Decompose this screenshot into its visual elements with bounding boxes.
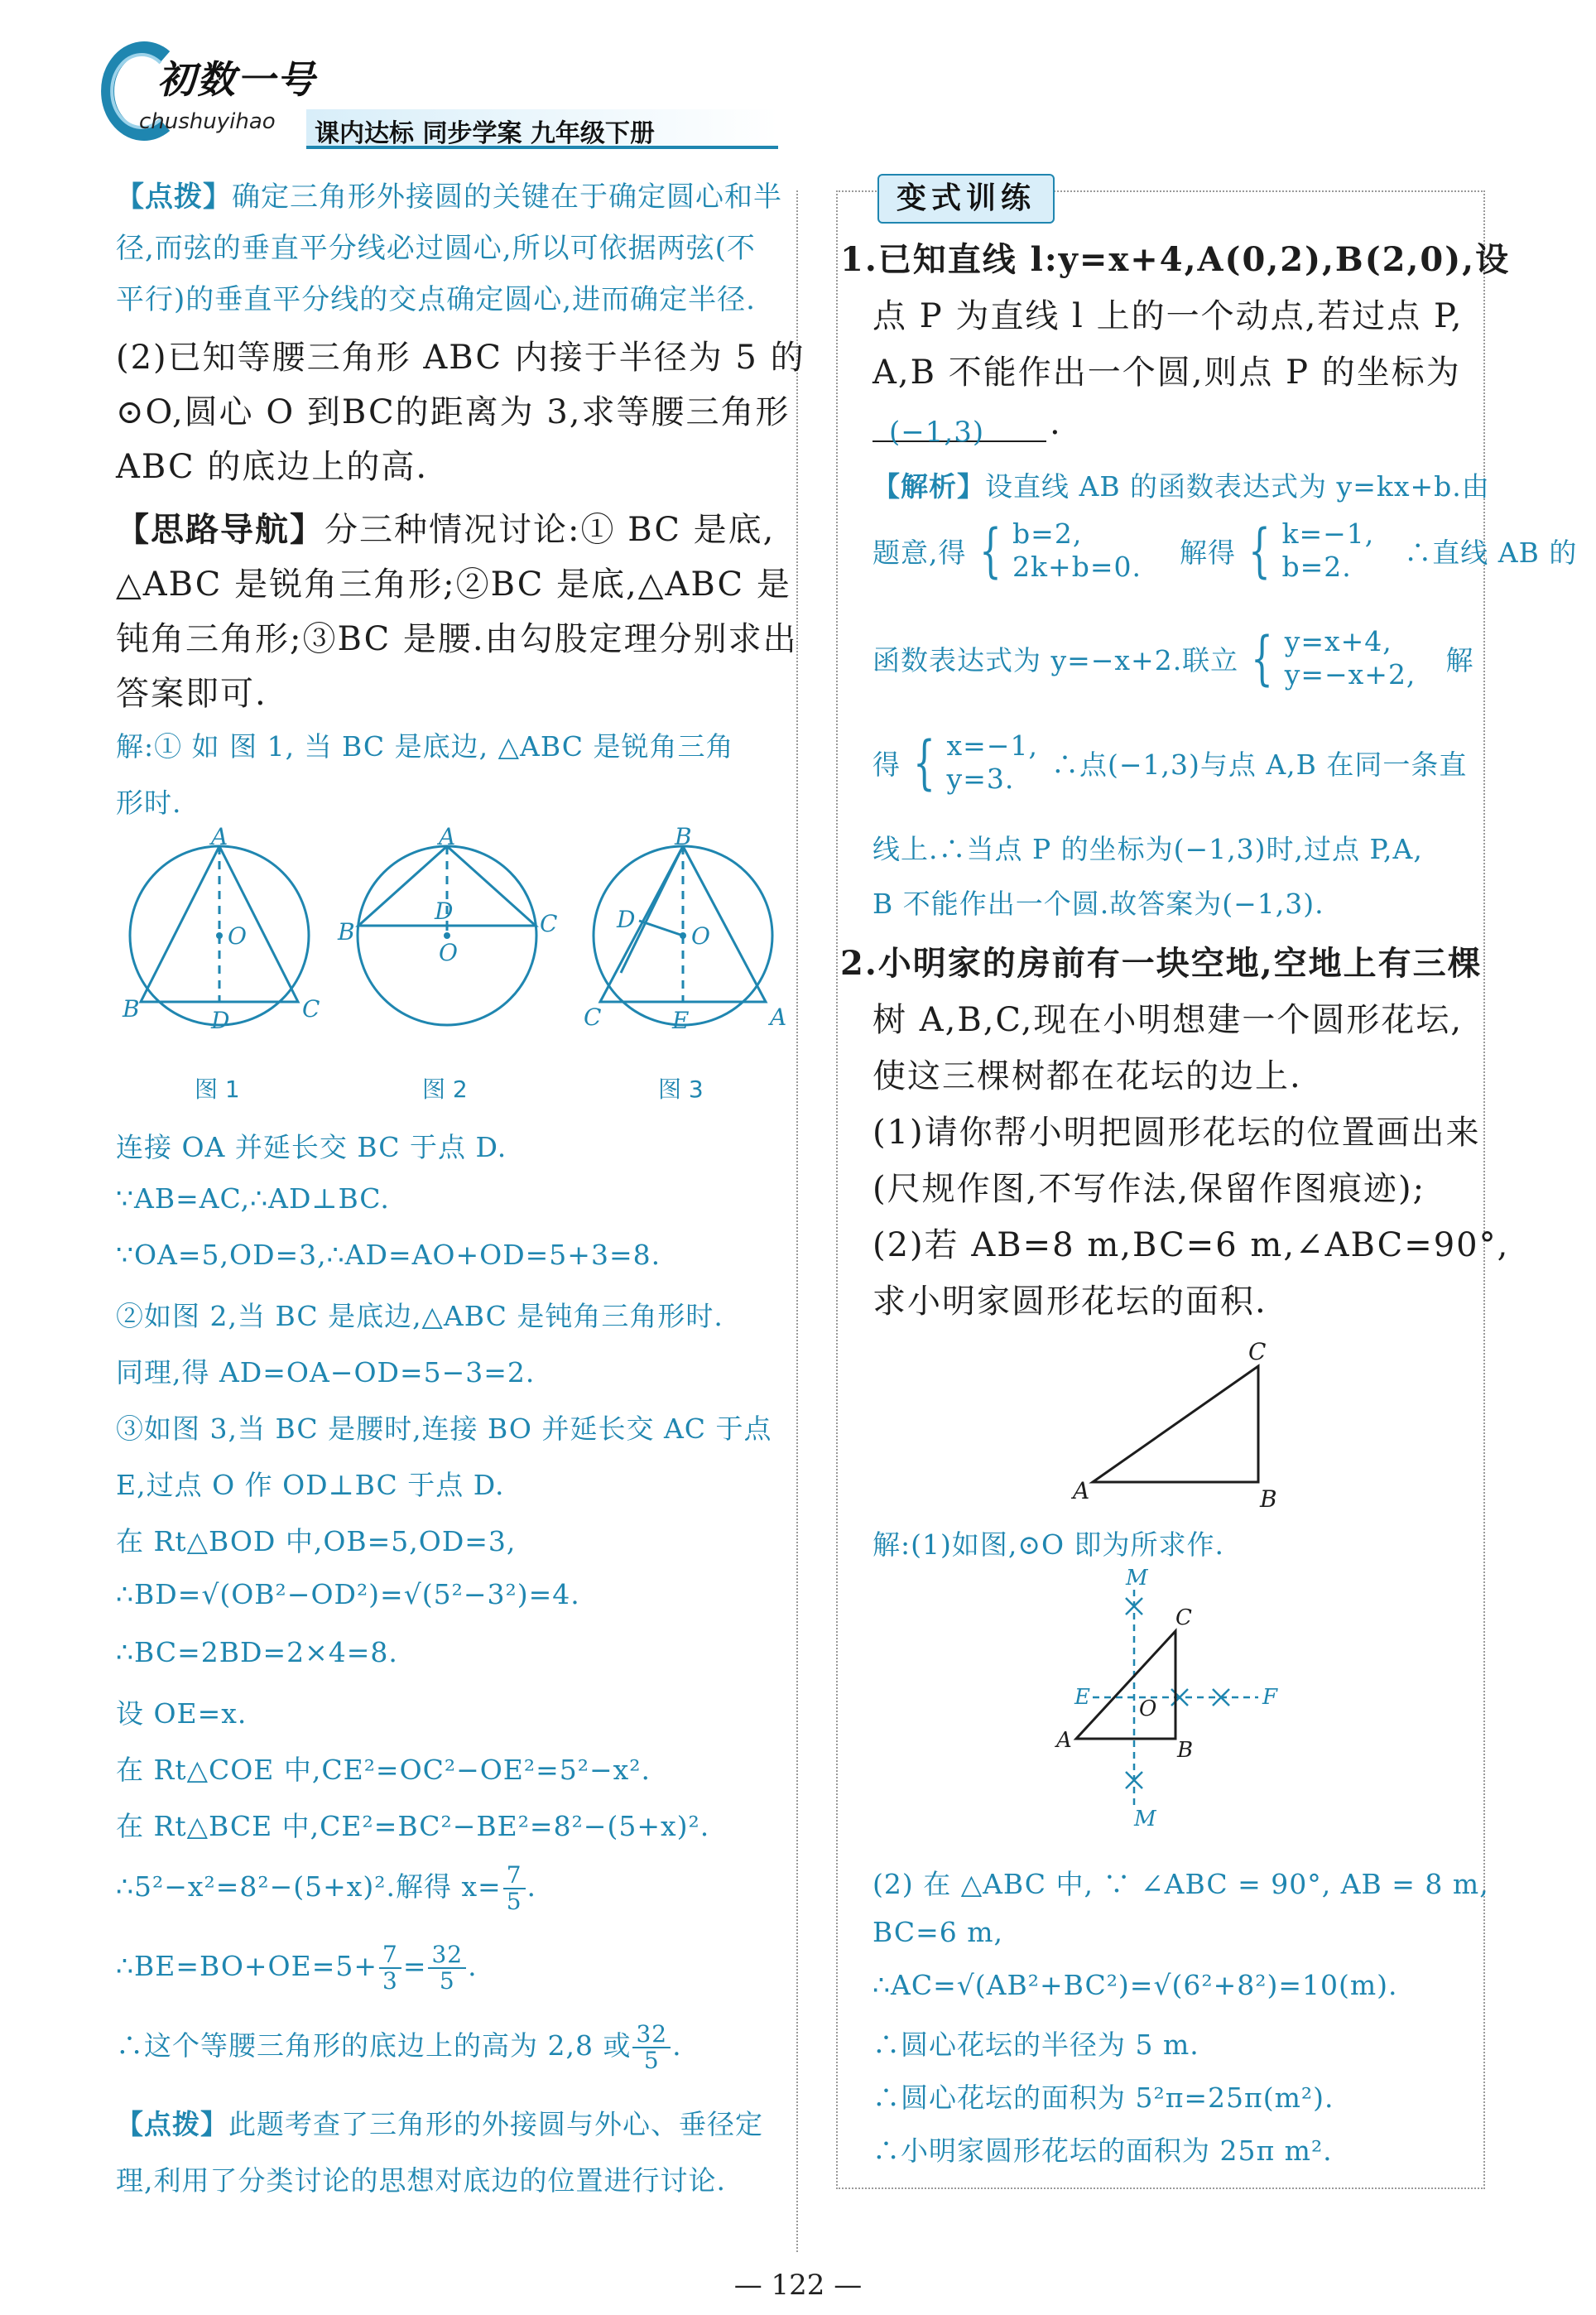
step3: ∵OA=5,OD=3,∴AD=AO+OD=5+3=8. <box>116 1239 661 1271</box>
problem1-line3: A,B 不能作出一个圆,则点 P 的坐标为 <box>873 354 1461 392</box>
tip2-line1: 【点拨】此题考查了三角形的外接圆与外心、垂径定 <box>116 2108 763 2140</box>
triangle-abc <box>1093 1366 1258 1482</box>
p2-solution4: ∴AC=√(AB²+BC²)=√(6²+8²)=10(m). <box>873 1969 1398 2001</box>
problem1-line1: 1.已知直线 l:y=x+4,A(0,2),B(2,0),设 <box>840 240 1511 279</box>
construction-label-f: F <box>1262 1685 1278 1710</box>
guide-line1: 【思路导航】分三种情况讨论:① BC 是底, <box>116 510 776 549</box>
tip2-line2: 理,利用了分类讨论的思想对底边的位置进行讨论. <box>116 2164 726 2197</box>
guide-tag: 【思路导航】 <box>116 510 324 549</box>
problem2-line6: (2)若 AB=8 m,BC=6 m,∠ABC=90°, <box>873 1226 1510 1264</box>
fig1-label-o: O <box>228 922 247 950</box>
tip1-line2: 径,而弦的垂直平分线必过圆心,所以可依据两弦(不 <box>116 232 756 265</box>
p2-solution2: (2) 在 △ABC 中, ∵ ∠ABC = 90°, AB = 8 m, <box>873 1868 1489 1900</box>
system2: { k=−1, b=2. <box>1248 517 1375 585</box>
construction-label-m-bottom: M <box>1134 1807 1156 1831</box>
question2-line2: ⊙O,圆心 O 到BC的距离为 3,求等腰三角形 <box>116 393 791 431</box>
problem2-construction-figure <box>1051 1565 1316 1846</box>
figures-1-3 <box>116 823 787 1118</box>
problem2-triangle-figure <box>1068 1333 1283 1515</box>
problem1-line2: 点 P 为直线 l 上的一个动点,若过点 P, <box>873 297 1464 335</box>
problem1-answer: (−1,3) <box>889 416 985 449</box>
fig3-label-a: A <box>770 1003 787 1031</box>
p2-solution6: ∴圆心花坛的面积为 5²π=25π(m²). <box>873 2082 1334 2114</box>
construction-label-b: B <box>1177 1738 1194 1763</box>
tip1-tag: 【点拨】 <box>116 180 232 214</box>
question2-line3: ABC 的底边上的高. <box>116 448 429 486</box>
fig3-caption: 图 3 <box>658 1076 704 1103</box>
p2-solution3: BC=6 m, <box>873 1916 1004 1948</box>
system4: { x=−1, y=3. <box>913 729 1038 797</box>
analysis-line6: B 不能作出一个圆.故答案为(−1,3). <box>873 888 1324 920</box>
guide-line3: 钝角三角形;③BC 是腰.由勾股定理分别求出 <box>116 620 798 658</box>
page-number: — 122 — <box>733 2269 863 2302</box>
problem1-period: . <box>1050 404 1062 442</box>
fig3-label-e: E <box>672 1007 690 1034</box>
analysis-line2: 题意,得 { b=2, 2k+b=0. 解得 { k=−1, b=2. ∴直线 AB 的 <box>873 517 1578 585</box>
tip1-line3: 平行)的垂直平分线的交点确定圆心,进而确定半径. <box>116 283 756 316</box>
fig2-label-d: D <box>435 898 454 925</box>
tip1-line1: 【点拨】确定三角形外接圆的关键在于确定圆心和半 <box>116 180 782 214</box>
solution-line2: 形时. <box>116 787 182 819</box>
step14: ∴5²−x²=8²−(5+x)².解得 x= $\frac{7}{5}$ . <box>116 1861 537 1915</box>
system1: { b=2, 2k+b=0. <box>978 517 1142 585</box>
step16: ∴这个等腰三角形的底边上的高为 2,8 或 $\frac{32}{5}$ . <box>116 2020 682 2074</box>
problem2-line1: 2.小明家的房前有一块空地,空地上有三棵 <box>840 944 1483 983</box>
problem2-line2: 树 A,B,C,现在小明想建一个圆形花坛, <box>873 1001 1464 1039</box>
header-bar <box>306 109 778 149</box>
variant-training-title: 变式训练 <box>877 174 1055 224</box>
problem2-line5: (尺规作图,不写作法,保留作图痕迹); <box>873 1170 1426 1208</box>
p2-solution1: 解:(1)如图,⊙O 即为所求作. <box>873 1528 1225 1561</box>
construction-label-c: C <box>1175 1605 1192 1630</box>
page-header <box>108 33 671 157</box>
construction-label-m-top: M <box>1126 1566 1148 1591</box>
fig3-label-b: B <box>675 823 692 850</box>
fig1-label-c: C <box>302 995 320 1023</box>
problem2-line7: 求小明家圆形花坛的面积. <box>873 1283 1267 1321</box>
fig2-label-b: B <box>338 918 355 946</box>
logo-title: 初数一号 <box>157 57 316 102</box>
p2-solution5: ∴圆心花坛的半径为 5 m. <box>873 2029 1199 2061</box>
column-divider <box>796 190 798 2252</box>
step7: E,过点 O 作 OD⊥BC 于点 D. <box>116 1469 505 1501</box>
construction-triangle <box>1076 1631 1175 1739</box>
construction-label-e: E <box>1074 1685 1090 1710</box>
step4: ②如图 2,当 BC 是底边,△ABC 是钝角三角形时. <box>116 1300 723 1332</box>
step6: ③如图 3,当 BC 是腰时,连接 BO 并延长交 AC 于点 <box>116 1413 772 1445</box>
analysis-line1: 【解析】设直线 AB 的函数表达式为 y=kx+b.由 <box>873 470 1490 503</box>
step9: ∴BD=√(OB²−OD²)=√(5²−3²)=4. <box>116 1578 580 1610</box>
step13: 在 Rt△BCE 中,CE²=BC²−BE²=8²−(5+x)². <box>116 1810 710 1842</box>
analysis-tag: 【解析】 <box>873 470 985 503</box>
step5: 同理,得 AD=OA−OD=5−3=2. <box>116 1356 536 1389</box>
question2-line1: (2)已知等腰三角形 ABC 内接于半径为 5 的 <box>116 339 805 377</box>
fig1-caption: 图 1 <box>195 1076 240 1103</box>
fig2-label-a: A <box>439 823 456 850</box>
arc-mark-bottom <box>1126 1772 1142 1788</box>
fig2-label-o: O <box>439 939 458 966</box>
analysis-line3: 函数表达式为 y=−x+2.联立 { y=x+4, y=−x+2, 解 <box>873 624 1474 692</box>
analysis-line4: 得 { x=−1, y=3. ∴点(−1,3)与点 A,B 在同一条直 <box>873 729 1468 797</box>
problem2-line3: 使这三棵树都在花坛的边上. <box>873 1057 1302 1095</box>
construction-label-o: O <box>1139 1697 1157 1721</box>
guide-line4: 答案即可. <box>116 675 267 713</box>
step11: 设 OE=x. <box>116 1697 248 1730</box>
header-text: 课内达标 同步学案 九年级下册 <box>315 119 655 148</box>
step15: ∴BE=BO+OE=5+ $\frac{7}{3}$ = $\frac{32}{5}$ . <box>116 1941 478 1995</box>
fig1-label-d: D <box>211 1007 230 1034</box>
step12: 在 Rt△COE 中,CE²=OC²−OE²=5²−x². <box>116 1754 651 1786</box>
tip2-tag: 【点拨】 <box>116 2108 228 2140</box>
guide-line2: △ABC 是锐角三角形;②BC 是底,△ABC 是 <box>116 566 791 604</box>
fig3-label-o: O <box>691 922 710 950</box>
triangle-label-c: C <box>1248 1338 1267 1365</box>
arc-mark-top <box>1126 1598 1142 1615</box>
analysis-line5: 线上.∴当点 P 的坐标为(−1,3)时,过点 P,A, <box>873 833 1423 865</box>
construction-label-a: A <box>1056 1728 1072 1753</box>
triangle-label-a: A <box>1073 1477 1090 1504</box>
step8: 在 Rt△BOD 中,OB=5,OD=3, <box>116 1525 517 1557</box>
fig2-label-c: C <box>540 910 558 937</box>
triangle-label-b: B <box>1260 1485 1277 1513</box>
system3: { y=x+4, y=−x+2, <box>1251 624 1416 692</box>
fig1-label-a: A <box>211 823 228 850</box>
problem2-line4: (1)请你帮小明把圆形花坛的位置画出来 <box>873 1114 1481 1152</box>
p2-solution7: ∴小明家圆形花坛的面积为 25π m². <box>873 2135 1333 2167</box>
solution-line1: 解:① 如 图 1, 当 BC 是底边, △ABC 是锐角三角 <box>116 730 734 763</box>
step1: 连接 OA 并延长交 BC 于点 D. <box>116 1131 507 1163</box>
fig2-caption: 图 2 <box>422 1076 468 1103</box>
fig3-label-c: C <box>584 1003 602 1031</box>
step10: ∴BC=2BD=2×4=8. <box>116 1636 398 1668</box>
fig1-label-b: B <box>123 995 140 1023</box>
fig3-label-d: D <box>617 906 636 933</box>
logo-subtitle: chushuyihao <box>139 109 276 134</box>
step2: ∵AB=AC,∴AD⊥BC. <box>116 1182 390 1215</box>
